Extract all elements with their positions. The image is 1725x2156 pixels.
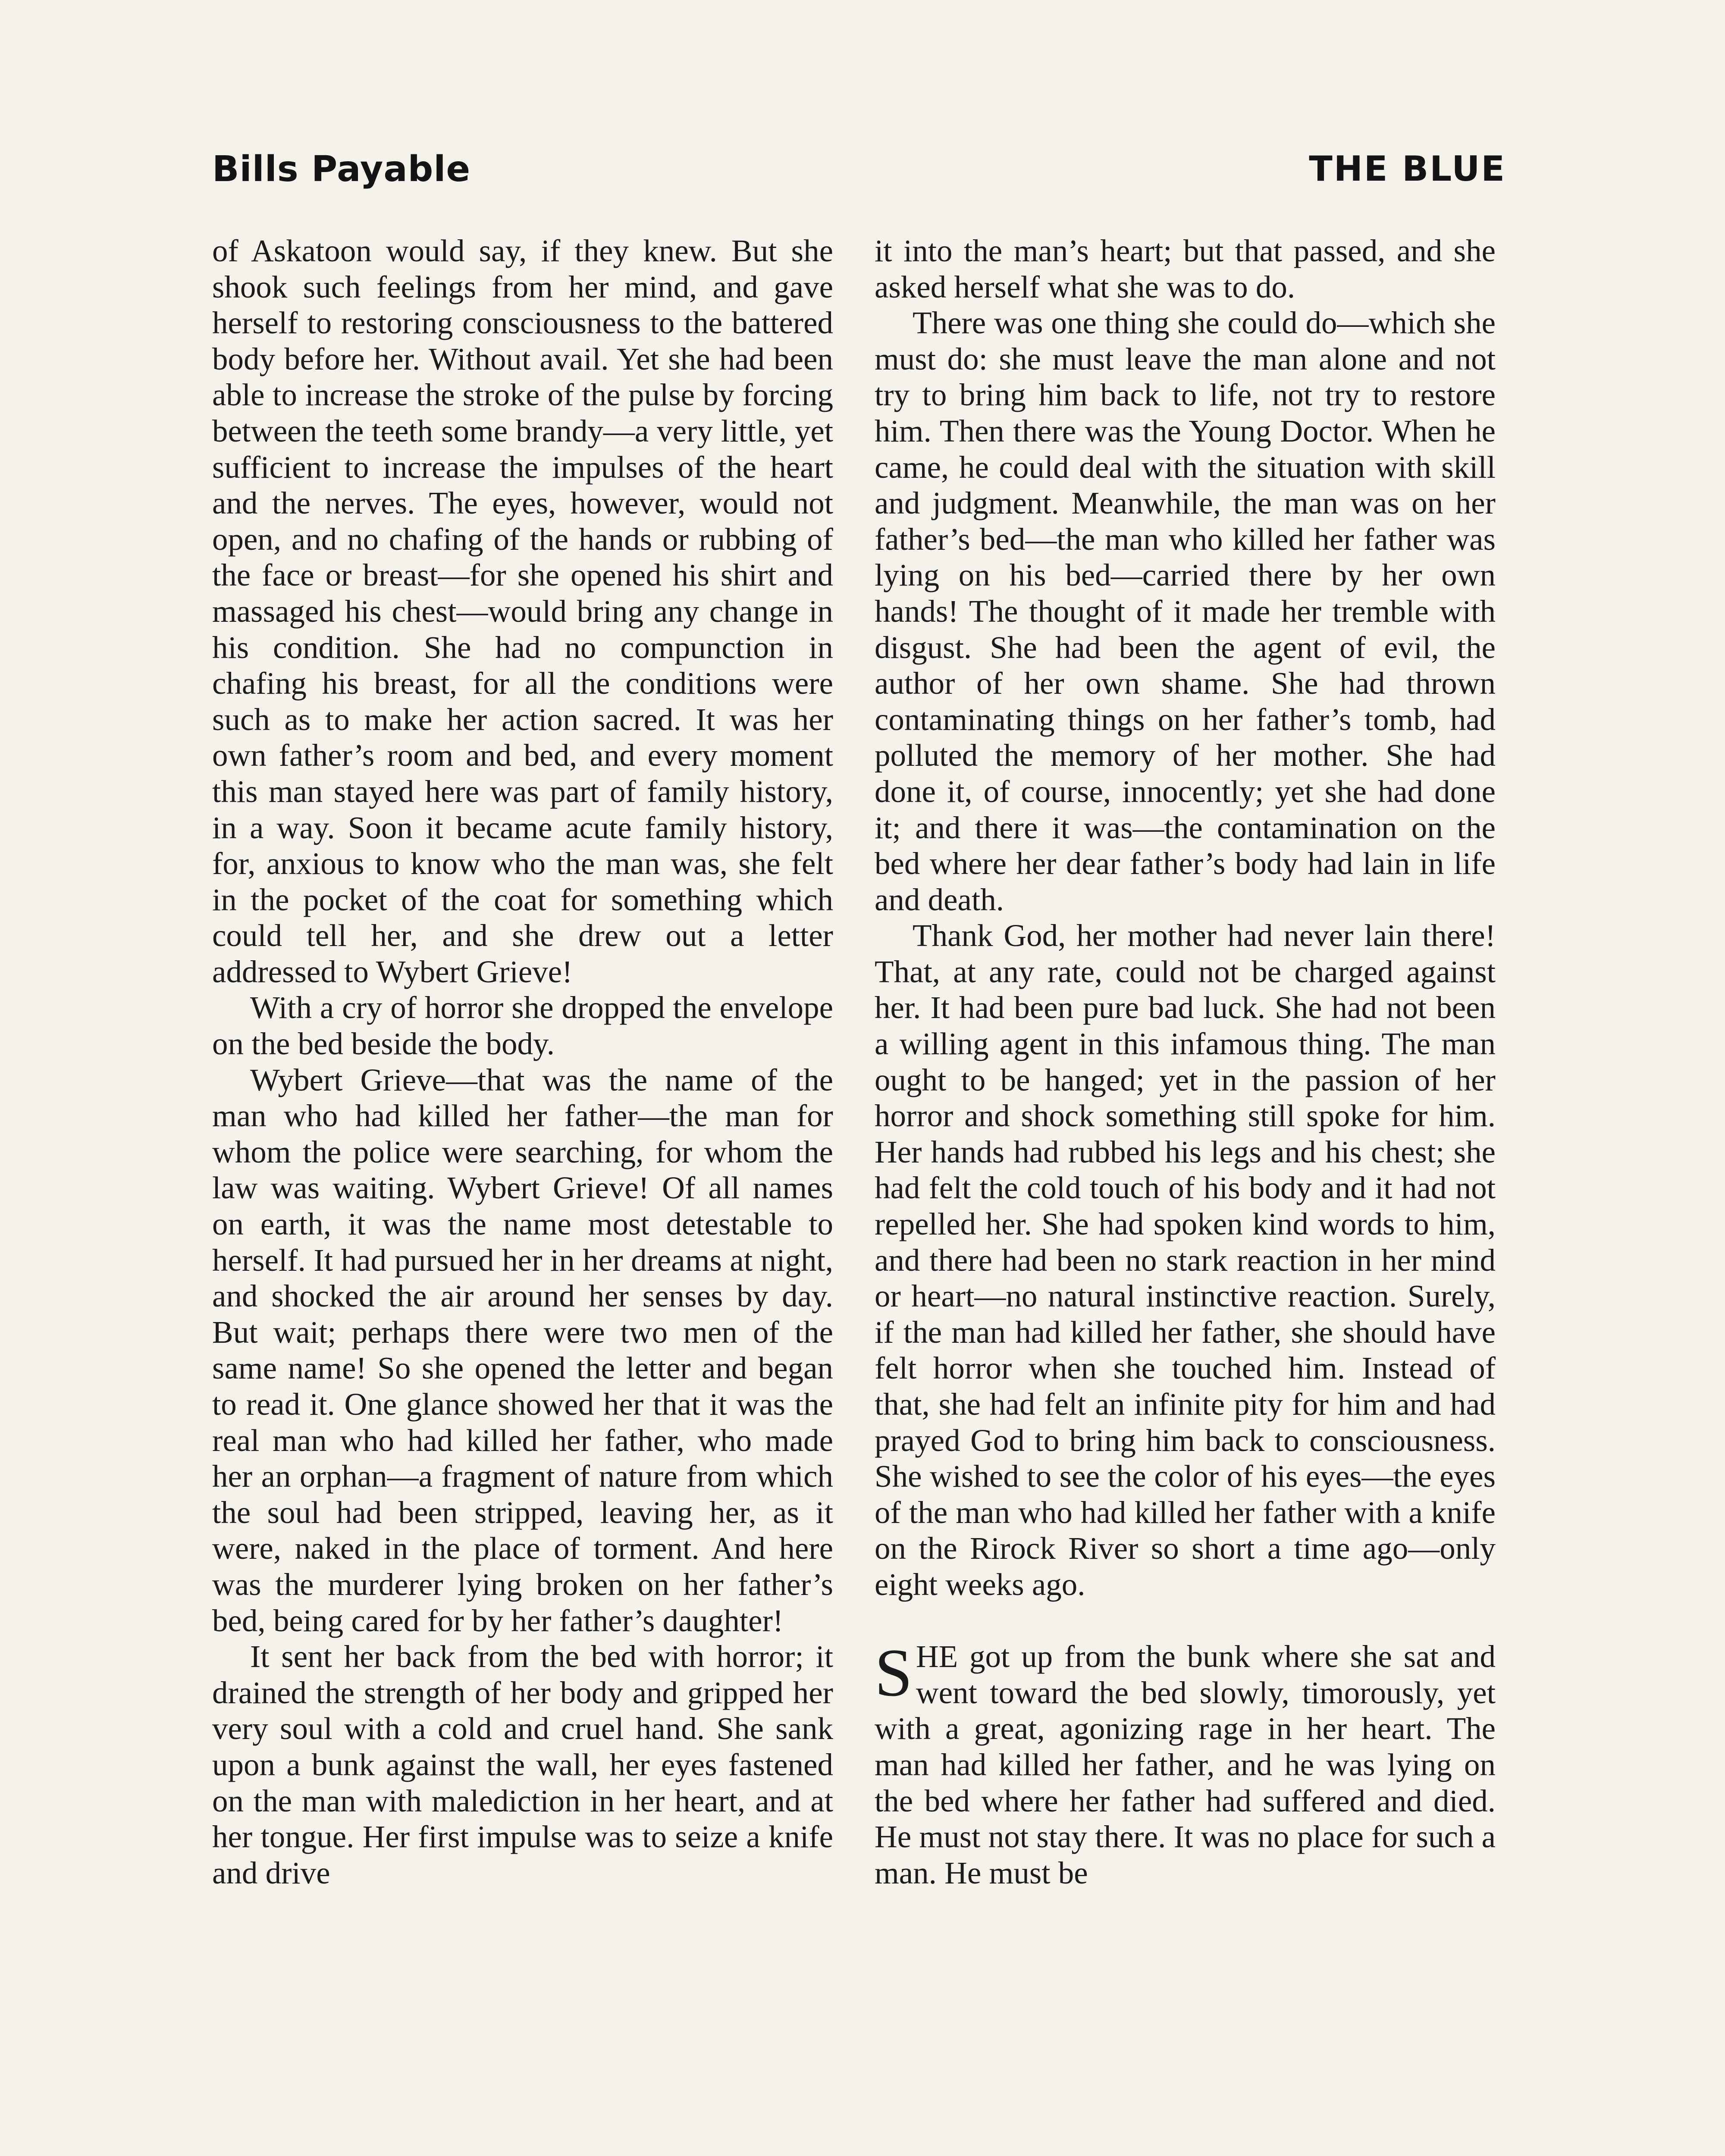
paragraph: Wybert Grieve—that was the name of the man who had killed her father—the man for whom the police were searching, for whom the law was waiting. Wybert Grieve! Of all names on earth, it was the name most detestable to herself. It had pursued her in her dreams at night, and shocked the air around her senses by day. But wait; perhaps there were two men of the same name! So she opened the letter and began to read it. One glance showed her that it was the real man who had killed her father, who made her an orphan—a fragment of nature from which the soul had been stripped, leaving her, as it were, naked in the place of torment. And here was the murderer lying broken on her father’s bed, being cared for by her father’s daughter! <box>212 1062 833 1638</box>
section-lead: HE <box>916 1639 958 1674</box>
paragraph: Thank God, her mother had never lain there! That, at any rate, could not be charged against her. It had been pure bad luck. She had not been a willing agent in this infamous thing. The man ought to be hanged; yet in the passion of her horror and shock something still spoke for him. Her hands had rubbed his legs and his chest; she had felt the cold touch of his body and it had not repelled her. She had spoken kind words to him, and there had been no stark reaction in her mind or heart—no natural instinctive reaction. Surely, if the man had killed her father, she should have felt horror when she touched him. Instead of that, she had felt an infinite pity for him and had prayed God to bring him back to consciousness. She wished to see the color of his eyes—the eyes of the man who had killed her father with a knife on the Rirock River so short a time ago—only eight weeks ago. <box>875 918 1496 1602</box>
section-text: got up from the bunk where she sat and went toward the bed slowly, timorously, yet with a great, agonizing rage in her heart. The man had killed her father, and he was lying on the bed where her father had suffered and died. He must not stay there. It was no place for such a man. He must be <box>875 1639 1496 1890</box>
right-column <box>875 233 1496 1891</box>
left-column <box>212 233 833 1891</box>
paragraph: There was one thing she could do—which she must do: she must leave the man alone and not try to bring him back to life, not try to restore him. Then there was the Young Doctor. When he came, he could deal with the situation with skill and judgment. Meanwhile, the man was on her father’s bed—the man who killed her father was lying on his bed—carried there by her own hands! The thought of it made her tremble with disgust. She had been the agent of evil, the author of her own shame. She had thrown contaminating things on her father’s tomb, had polluted the memory of her mother. She had done it, of course, innocently; yet she had done it; and there it was—the contamination on the bed where her dear father’s body had lain in life and death. <box>875 305 1496 917</box>
paragraph: It sent her back from the bed with horror; it drained the strength of her body and gripped her very soul with a cold and cruel hand. She sank upon a bunk against the wall, her eyes fastened on the man with malediction in her heart, and at her tongue. Her first impulse was to seize a knife and drive <box>212 1639 833 1890</box>
paragraph: it into the man’s heart; but that passed, and she asked herself what she was to do. <box>875 233 1496 304</box>
paragraph: With a cry of horror she dropped the envelope on the bed beside the body. <box>212 990 833 1062</box>
magazine-name: THE BLUE <box>1309 149 1506 189</box>
section-paragraph <box>875 1635 1496 1891</box>
running-title: Bills Payable <box>212 149 471 190</box>
paragraph: of Askatoon would say, if they knew. But she shook such feelings from her mind, and gave herself to restoring consciousness to the battered body before her. Without avail. Yet she had been able to increase the stroke of the pulse by forcing between the teeth some brandy—a very little, yet sufficient to increase the impulses of the heart and the nerves. The eyes, however, would not open, and no chafing of the hands or rubbing of the face or breast—for she opened his shirt and massaged his chest—would bring any change in his condition. She had no compunction in chafing his breast, for all the conditions were such as to make her action sacred. It was her own father’s room and bed, and every moment this man stayed here was part of family history, in a way. Soon it became acute family history, for, anxious to know who the man was, she felt in the pocket of the coat for something which could tell her, and she drew out a letter addressed to Wybert Grieve! <box>212 233 833 989</box>
drop-cap: S <box>875 1635 913 1711</box>
